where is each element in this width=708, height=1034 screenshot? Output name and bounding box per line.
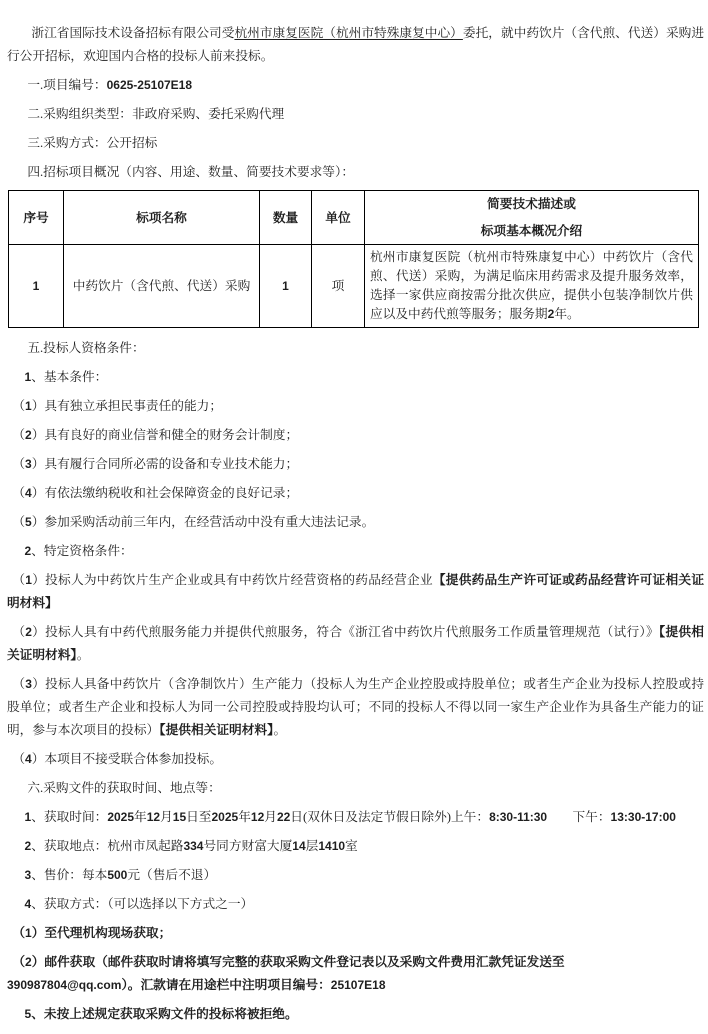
cell-unit: 项 [312, 245, 365, 328]
basic-condition-5: （5）参加采购活动前三年内，在经营活动中没有重大违法记录。 [12, 515, 375, 529]
acquisition-onsite: （1）至代理机构现场获取； [12, 926, 172, 940]
acquisition-email: （2）邮件获取（邮件获取时请将填写完整的获取采购文件登记表以及采购文件费用汇款凭证发送至 390987804@qq.com）。汇款请在用途栏中注明项目编号：25107E18 [7, 955, 565, 992]
project-number: 一.项目编号：0625-25107E18 [27, 78, 193, 92]
col-header-seq: 序号 [9, 191, 64, 245]
cell-qty: 1 [260, 245, 312, 328]
document-acquisition-heading: 六.采购文件的获取时间、地点等： [27, 781, 221, 795]
acquisition-time: 1、获取时间：2025年12月15日至2025年12月22日(双休日及法定节假日除外)上午：8:30-11:30 下午：13:30-17:00 [24, 810, 676, 824]
basic-conditions-heading: 1、基本条件： [24, 370, 108, 384]
table-header-row [9, 191, 699, 245]
bidder-qualification-heading: 五.投标人资格条件： [27, 341, 145, 355]
basic-condition-3: （3）具有履行合同所必需的设备和专业技术能力； [12, 457, 299, 471]
specific-condition-1: （1）投标人为中药饮片生产企业或具有中药饮片经营资格的药品经营企业【提供药品生产许可证或药品经营许可证相关证明材料】 [7, 573, 705, 610]
intro-paragraph: 浙江省国际技术设备招标有限公司受杭州市康复医院（杭州市特殊康复中心）委托，就中药饮片（含代煎、代送）采购进行公开招标，欢迎国内合格的投标人前来投标。 [7, 26, 705, 63]
acquisition-warning: 5、未按上述规定获取采购文件的投标将被拒绝。 [24, 1007, 298, 1021]
announcement-intro-sections [7, 22, 704, 184]
col-header-description-line2: 标项基本概况介绍 [480, 224, 583, 238]
document-price: 3、售价：每本500元（售后不退） [24, 868, 217, 882]
procurement-method: 三.采购方式：公开招标 [27, 136, 158, 150]
cell-description: 杭州市康复医院（杭州市特殊康复中心）中药饮片（含代煎、代送）采购，为满足临床用药需求及提升服务效率，选择一家供应商按需分批次供应，提供小包装净制饮片供应以及中药代煎等服务；服务期2年。 [365, 245, 699, 328]
announcement-body-sections [7, 337, 704, 1026]
acquisition-method-heading: 4、获取方式：（可以选择以下方式之一） [24, 897, 254, 911]
cell-item-name: 中药饮片（含代煎、代送）采购 [64, 245, 260, 328]
table-row [9, 245, 699, 328]
basic-condition-1: （1）具有独立承担民事责任的能力； [12, 399, 223, 413]
basic-condition-2: （2）具有良好的商业信誉和健全的财务会计制度； [12, 428, 299, 442]
specific-conditions-heading: 2、特定资格条件： [24, 544, 133, 558]
specific-condition-2: （2）投标人具有中药代煎服务能力并提供代煎服务，符合《浙江省中药饮片代煎服务工作质量管理规范（试行）》【提供相关证明材料】。 [7, 625, 704, 662]
acquisition-place: 2、获取地点：杭州市凤起路334号同方财富大厦14层1410室 [24, 839, 358, 853]
basic-condition-4: （4）有依法缴纳税收和社会保障资金的良好记录； [12, 486, 299, 500]
col-header-item-name: 标项名称 [64, 191, 260, 245]
specific-condition-4: （4）本项目不接受联合体参加投标。 [12, 752, 223, 766]
project-overview-table [8, 190, 699, 328]
col-header-description [365, 191, 699, 245]
col-header-unit: 单位 [312, 191, 365, 245]
col-header-description-line1: 简要技术描述或 [487, 197, 576, 211]
col-header-qty: 数量 [260, 191, 312, 245]
cell-seq: 1 [9, 245, 64, 328]
project-overview-heading: 四.招标项目概况（内容、用途、数量、简要技术要求等）： [27, 165, 355, 179]
organization-type: 二.采购组织类型：非政府采购、委托采购代理 [27, 107, 285, 121]
specific-condition-3: （3）投标人具备中药饮片（含净制饮片）生产能力（投标人为生产企业控股或持股单位；或者生产企业为投标人控股或持股单位；或者生产企业和投标人为同一公司控股或持股均认可；不同的投标人不得以同一家生产企业作为具备生产能力的证明，参与本次项目的投标）【提供相关证明材料】。 [7, 677, 705, 737]
